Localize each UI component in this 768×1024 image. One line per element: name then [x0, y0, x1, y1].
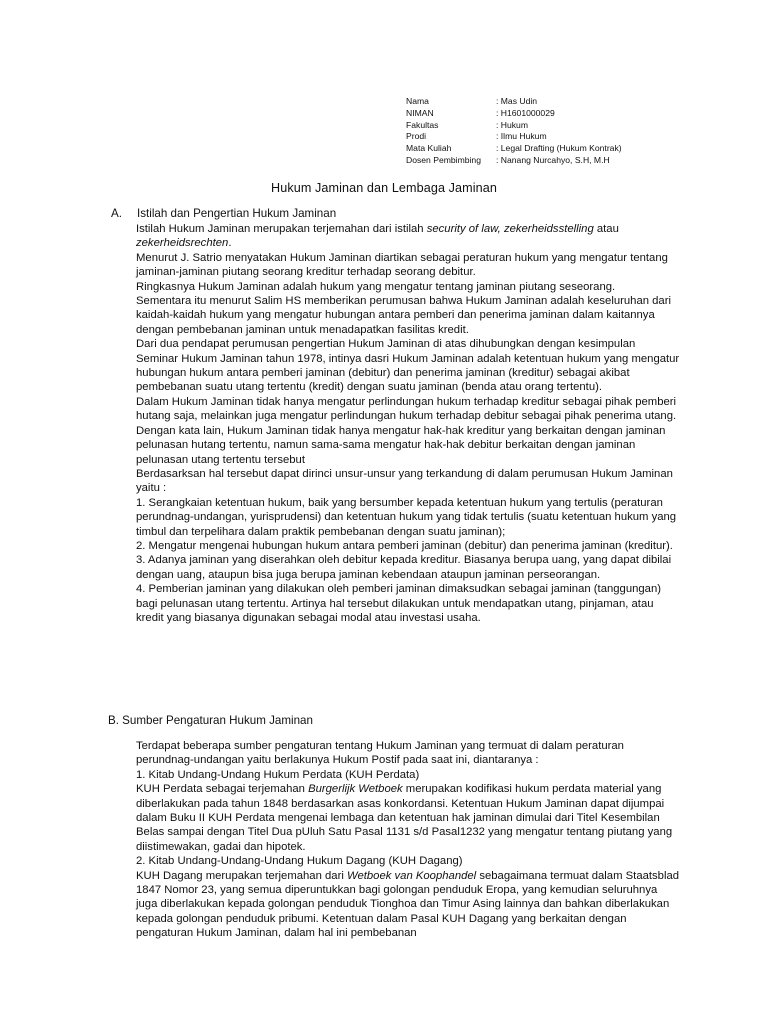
info-row-fakultas [406, 120, 622, 132]
info-label: Dosen Pembimbing [406, 154, 481, 165]
info-value: : Nanang Nurcahyo, S.H, M.H [496, 154, 610, 165]
text-span: . [228, 237, 232, 250]
section-a-heading [111, 207, 336, 221]
text-span: atau [593, 223, 619, 235]
info-label: Mata Kuliah [406, 143, 452, 154]
info-label: Fakultas [406, 119, 439, 130]
student-info [406, 96, 622, 167]
info-value: : Mas Udin [496, 96, 538, 106]
italic-term: security of law, zekerheidsstelling [426, 223, 594, 235]
italic-term: Wetboek van Koophandel [347, 869, 477, 882]
info-value: : Legal Drafting (Hukum Kontrak) [496, 143, 622, 154]
italic-term: Burgerlijk Wetboek [308, 783, 403, 796]
paragraph: Menurut J. Satrio menyatakan Hukum Jaminan diartikan sebagai peraturan hukum yang mengatur tentang jaminan-jaminan piutang seorang kreditur terhadap seorang debitur. [136, 251, 668, 279]
info-label: Nama [406, 96, 429, 106]
section-a-number: A. [111, 207, 122, 220]
paragraph: Dalam Hukum Jaminan tidak hanya mengatur perlindungan hukum terhadap kreditur sebagai pihak pemberi hutang saja, melainkan juga mengatur perlindungan hukum terhadap debitur sebagai pihak penerima utang. [136, 395, 677, 423]
paragraph: Sementara itu menurut Salim HS memberikan perumusan bahwa Hukum Jaminan adalah keseluruhan dari kaidah-kaidah hukum yang mengatur hubungan antara pemberi dan penerima jaminan dalam kaitannya dengan pembebanan jaminan untuk menadapatkan fasilitas kredit. [136, 295, 671, 336]
section-a-body [136, 222, 680, 625]
list-item: 1. Serangkaian ketentuan hukum, baik yang bersumber kepada ketentuan hukum yang tertulis (peraturan perundnag-undangan, yurisprudensi) dan ketentuan hukum yang tidak tertulis (suatu ketentuan hukum yang timbul dan terpelihara dalam praktik pembebanan dengan suatu jaminan); [136, 496, 677, 538]
section-b-heading: B. Sumber Pengaturan Hukum Jaminan [108, 714, 313, 727]
info-value: : Ilmu Hukum [496, 131, 547, 142]
info-row-nama [406, 96, 622, 108]
paragraph: Dengan kata lain, Hukum Jaminan tidak hanya mengatur hak-hak kreditur yang berkaitan dengan jaminan pelunasan hutang tertentu, namun sama-sama mengatur hak-hak debitur berkaitan dengan jaminan pelunasan utang tertentu tersebut [136, 424, 666, 466]
paragraph [136, 222, 680, 251]
text-span: KUH Dagang merupakan terjemahan dari [136, 869, 347, 882]
section-a-title: Istilah dan Pengertian Hukum Jaminan [137, 207, 337, 220]
paragraph: Ringkasnya Hukum Jaminan adalah hukum yang mengatur tentang jaminan piutang seseorang. [136, 280, 616, 293]
info-label: NIMAN [406, 107, 434, 118]
paragraph: Dari dua pendapat perumusan pengertian Hukum Jaminan di atas dihubungkan dengan kesimpulan Seminar Hukum Jaminan tahun 1978, intinya dasri Hukum Jaminan adalah ketentuan hukum yang mengatur hubungan hukum antara pemberi jaminan (debitur) dan penerima jaminan (kreditur) sebagai akibat pembebanan suatu utang tertentu (kredit) dengan suatu jaminan (benda atau orang tertentu). [136, 338, 680, 394]
paragraph: Terdapat beberapa sumber pengaturan tentang Hukum Jaminan yang termuat di dalam peraturan perundnag-undangan yaitu berlakunya Hukum Postif pada saat ini, diantaranya : [136, 740, 624, 767]
info-value: : H1601000029 [496, 107, 555, 118]
info-row-prodi [406, 131, 622, 143]
list-item: 3. Adanya jaminan yang diserahkan oleh debitur kepada kreditur. Biasanya berupa uang, yang dapat dibilai dengan uang, ataupun bisa juga berupa jaminan kebendaan ataupun jaminan perseorangan. [136, 554, 672, 581]
paragraph: Berdasarksan hal tersebut dapat dirinci unsur-unsur yang terkandung di dalam perumusan Hukum Jaminan yaitu : [136, 467, 673, 495]
list-item-title: 2. Kitab Undang-Undang-Undang Hukum Dagang (KUH Dagang) [136, 855, 463, 868]
italic-term: zekerheidsrechten [136, 237, 229, 250]
list-item: 2. Mengatur mengenai hubungan hukum antara pemberi jaminan (debitur) dan penerima jaminan (kreditur). [136, 539, 673, 552]
document-title: Hukum Jaminan dan Lembaga Jaminan [271, 181, 497, 195]
section-b-body [136, 739, 680, 941]
paragraph [136, 869, 680, 941]
text-span: merupakan kodifikasi hukum perdata material yang diberlakukan pada tahun 1848 berdasarkan asas konkordansi. Ketentuan Hukum Jaminan dapat dijumpai dalam Buku II KUH Perdata mengenai lembaga dan ketentuan hak jaminan dimulai dari Titel Kesembilan Belas sampai dengan Titel Dua pUluh Satu Pasal 1131 s/d Pasal1232 yang mengatur tentang piutang yang diistimewakan, gadai dan hipotek. [136, 783, 673, 853]
paragraph [136, 782, 680, 854]
info-row-mata-kuliah [406, 143, 622, 155]
info-label: Prodi [406, 131, 427, 142]
info-row-niman [406, 108, 622, 120]
info-row-dosen [406, 155, 622, 167]
list-item-title: 1. Kitab Undang-Undang Hukum Perdata (KUH Perdata) [136, 768, 420, 781]
info-value: : Hukum [496, 119, 528, 130]
text-span: Istilah Hukum Jaminan merupakan terjemahan dari istilah [136, 223, 427, 235]
list-item: 4. Pemberian jaminan yang dilakukan oleh pemberi jaminan dimaksudkan sebagai jaminan (tanggungan) bagi pelunasan utang tertentu. Artinya hal tersebut dilakukan untuk mendapatkan utang, pinjaman, atau kredit yang biasanya digunakan sebagai modal atau investasi usaha. [136, 583, 662, 624]
text-span: sebagaimana termuat dalam Staatsblad 1847 Nomor 23, yang semua diperuntukkan bagi golongan penduduk Eropa, yang kemudian seluruhnya juga diberlakukan kepada golongan penduduk Tionghoa dan Timur Asing lainnya dan bahkan diberlakukan kepada golongan penduduk pribumi. Ketentuan dalam Pasal KUH Dagang yang berkaitan dengan pengaturan Hukum Jaminan, dalam hal ini pembebanan [136, 869, 680, 940]
text-span: KUH Perdata sebagai terjemahan [136, 783, 309, 796]
